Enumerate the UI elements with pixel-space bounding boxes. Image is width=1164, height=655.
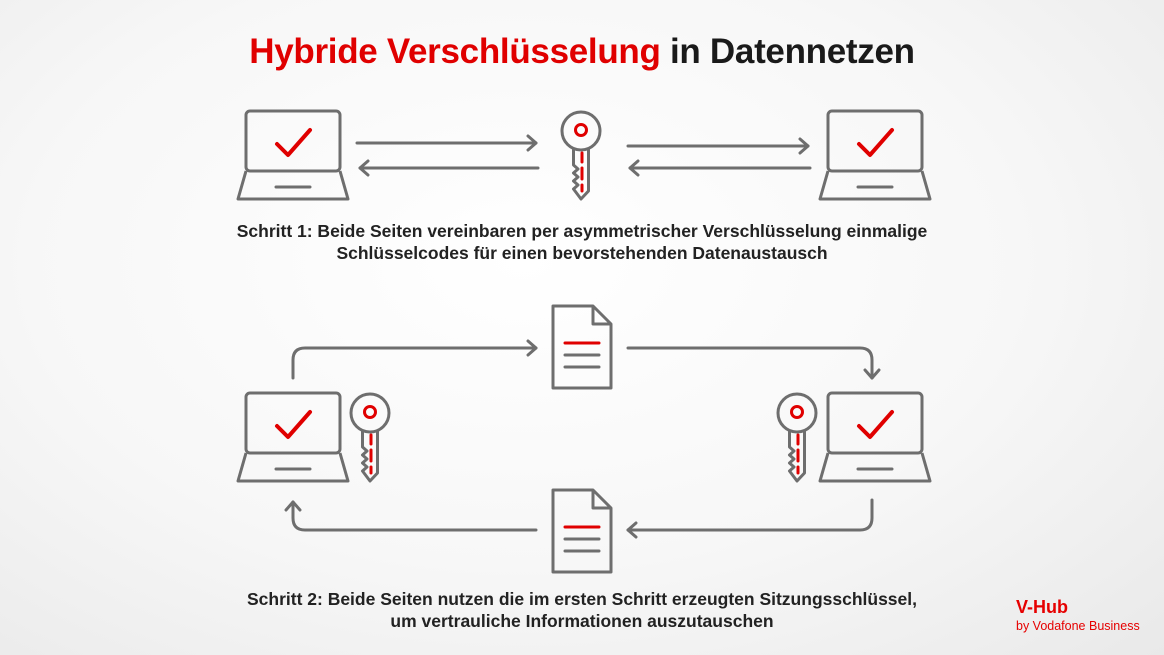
brand-tagline: by Vodafone Business [1016, 619, 1140, 633]
laptop-left-step1-icon [238, 111, 348, 199]
key-center-icon [562, 112, 600, 199]
arrow-left-2-icon [630, 161, 810, 175]
step1-caption [0, 220, 1164, 264]
key-right-icon [778, 394, 816, 481]
brand-name: V-Hub [1016, 597, 1068, 617]
step1-line1: Schritt 1: Beide Seiten vereinbaren per asymmetrischer Verschlüsselung einmalige [236, 221, 928, 241]
title-highlight: Hybride Verschlüsselung [249, 32, 661, 71]
step2-line2: um vertrauliche Informationen auszutauschen [390, 611, 774, 631]
key-left-icon [351, 394, 389, 481]
step2-line1: Schritt 2: Beide Seiten nutzen die im ersten Schritt erzeugten Sitzungsschlüssel, [246, 589, 917, 609]
arrow-right-1-icon [357, 136, 536, 150]
arrow-right-2-icon [628, 139, 808, 153]
laptop-left-step2-icon [238, 393, 348, 481]
flow-arrow-document-to-left-icon [286, 502, 536, 530]
flow-arrow-left-to-document-icon [293, 341, 536, 378]
brand-logo [1016, 597, 1140, 634]
document-top-icon [553, 306, 611, 388]
arrow-left-1-icon [360, 161, 538, 175]
flow-arrow-document-to-right-icon [628, 348, 879, 378]
laptop-right-step1-icon [820, 111, 930, 199]
flow-arrow-right-to-document-icon [628, 500, 872, 537]
title-rest: in Datennetzen [660, 32, 915, 71]
document-bottom-icon [553, 490, 611, 572]
step1-line2: Schlüsselcodes für einen bevorstehenden Datenaustausch [336, 243, 828, 263]
laptop-right-step2-icon [820, 393, 930, 481]
step2-caption [0, 588, 1164, 632]
